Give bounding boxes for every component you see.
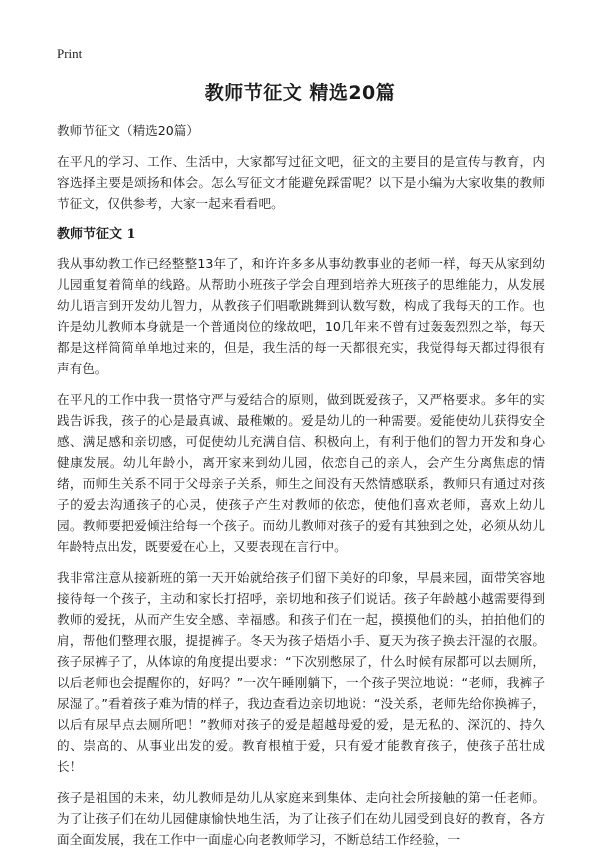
intro-paragraph: 在平凡的学习、工作、生活中，大家都写过征文吧，征文的主要目的是宣传与教育，内容选择主要是颂扬和体会。怎么写征文才能避免踩雷呢？以下是小编为大家收集的教师节征文，仅供参考，大家一起来看看吧。 [57, 154, 545, 211]
document-subtitle: 教师节征文（精选20篇） [57, 123, 199, 138]
body-paragraph-3: 我非常注意从接新班的第一天开始就给孩子们留下美好的印象，早晨来园，面带笑容地接待每一个孩子，主动和家长打招呼，亲切地和孩子们说话。孩子年龄越小越需要得到教师的爱抚，从而产生安全感、幸福感。和孩子们在一起，摸摸他们的头，拍拍他们的肩，帮他们整理衣服，提提裤子。冬天为孩子焐焐小手、夏天为孩子换去汗湿的衣服。孩子尿裤子了，从体谅的角度提出要求：“下次别憋尿了，什么时候有尿都可以去厕所，以后老师也会提醒你的，好吗？”一次午睡刚躺下，一个孩子哭泣地说：“老师，我裤子尿湿了。”看着孩子难为情的样子，我边查看边亲切地说：“没关系，老师先给你换裤子，以后有尿早点去厕所吧！”教师对孩子的爱是超越母爱的爱，是无私的、深沉的、持久的、崇高的、从事业出发的爱。教育根植于爱，只有爱才能教育孩子，使孩子茁壮成长！ [57, 570, 545, 774]
body-paragraph-2: 在平凡的工作中我一贯恪守严与爱结合的原则，做到既爱孩子，又严格要求。多年的实践告诉我，孩子的心是最真诚、最稚嫩的。爱是幼儿的一种需要。爱能使幼儿获得安全感、满足感和亲切感，可促使幼儿充满自信、积极向上，有利于他们的智力开发和身心健康发展。幼儿年龄小，离开家来到幼儿园，依恋自己的亲人，会产生分离焦虑的情绪，而师生关系不同于父母亲子关系，师生之间没有天然情感联系，教师只有通过对孩子的爱去沟通孩子的心灵，使孩子产生对教师的依恋，使他们喜欢老师，喜欢上幼儿园。教师要把爱倾注给每一个孩子。而幼儿教师对孩子的爱有其独到之处，必须从幼儿年龄特点出发，既要爱在心上，又要表现在言行中。 [57, 392, 545, 554]
document-title: 教师节征文 精选20篇 [204, 82, 396, 104]
print-label: Print [57, 46, 83, 61]
body-paragraph-4: 孩子是祖国的未来，幼儿教师是幼儿从家庭来到集体、走向社会所接触的第一任老师。为了让孩子们在幼儿园健康愉快地生活，为了让孩子们在幼儿园受到良好的教育，各方面全面发展，我在工作中一面虚心向老教师学习，不断总结工作经验，一 [57, 790, 545, 847]
section-heading: 教师节征文 1 [57, 227, 136, 242]
body-paragraph-1: 我从事幼教工作已经整整13年了，和许许多多从事幼教事业的老师一样，每天从家到幼儿园重复着简单的线路。从帮助小班孩子学会自理到培养大班孩子的思维能力，从发展幼儿语言到开发幼儿智力，从教孩子们唱歌跳舞到认数写数，构成了我每天的工作。也许是幼儿教师本身就是一个普通岗位的缘故吧，10几年来不曾有过轰轰烈烈之举，每天都是这样简简单单地过来的，但是，我生活的每一天都很充实，我觉得每天都过得很有声有色。 [57, 256, 545, 376]
document-body [57, 120, 545, 860]
